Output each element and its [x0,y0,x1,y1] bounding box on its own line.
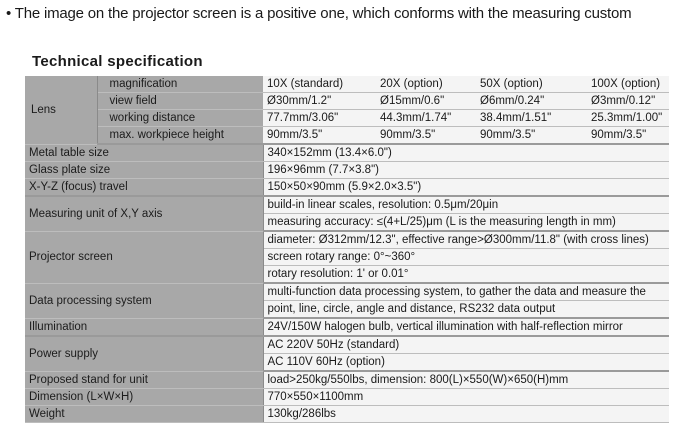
lens-param-label: working distance [97,110,263,127]
lens-value: 25.3mm/1.00" [587,110,669,127]
spec-label: Illumination [25,318,263,336]
table-row [25,110,669,127]
lens-value: Ø6mm/0.24" [476,93,587,110]
spec-label: Projector screen [25,231,263,283]
lens-value: 20X (option) [376,76,476,93]
table-row [25,283,669,301]
spec-label: Power supply [25,336,263,371]
lens-value: 77.7mm/3.06" [263,110,376,127]
table-row [25,127,669,145]
spec-label: Data processing system [25,283,263,318]
table-row [25,371,669,389]
lens-param-label: view field [97,93,263,110]
spec-value: point, line, circle, angle and distance, RS232 data output [263,301,669,319]
lens-value: Ø3mm/0.12" [587,93,669,110]
table-row [25,318,669,336]
table-row [25,144,669,162]
spec-label: Metal table size [25,144,263,162]
spec-value: 770×550×1100mm [263,389,669,406]
spec-value: 24V/150W halogen bulb, vertical illumination with half-reflection mirror [263,318,669,336]
lens-value: 100X (option) [587,76,669,93]
spec-label: Weight [25,406,263,423]
spec-value: multi-function data processing system, to gather the data and measure the [263,283,669,301]
table-row [25,76,669,93]
spec-value: rotary resolution: 1' or 0.01° [263,266,669,284]
table-row [25,162,669,179]
lens-value: 90mm/3.5" [263,127,376,145]
spec-value: 150×50×90mm (5.9×2.0×3.5") [263,179,669,197]
spec-value: screen rotary range: 0°~360° [263,249,669,266]
table-row [25,93,669,110]
table-row [25,389,669,406]
spec-label: Proposed stand for unit [25,371,263,389]
spec-table [25,76,669,423]
spec-value: load>250kg/550lbs, dimension: 800(L)×550(W)×650(H)mm [263,371,669,389]
lens-value: 50X (option) [476,76,587,93]
table-row [25,336,669,354]
table-row [25,196,669,214]
lens-value: Ø30mm/1.2" [263,93,376,110]
lens-param-label: magnification [97,76,263,93]
lens-label: Lens [25,76,97,144]
intro-text: • The image on the projector screen is a positive one, which conforms with the measuring custom [6,5,632,22]
spec-value: 130kg/286lbs [263,406,669,423]
lens-value: 38.4mm/1.51" [476,110,587,127]
spec-value: 340×152mm (13.4×6.0") [263,144,669,162]
spec-value: diameter: Ø312mm/12.3", effective range>Ø300mm/11.8" (with cross lines) [263,231,669,249]
lens-value: 10X (standard) [263,76,376,93]
spec-value: 196×96mm (7.7×3.8") [263,162,669,179]
lens-value: 90mm/3.5" [587,127,669,145]
spec-value: measuring accuracy: ≤(4+L/25)μm (L is the measuring length in mm) [263,214,669,232]
lens-value: 90mm/3.5" [476,127,587,145]
spec-label: X-Y-Z (focus) travel [25,179,263,197]
spec-value: build-in linear scales, resolution: 0.5μm/20μin [263,196,669,214]
spec-label: Dimension (L×W×H) [25,389,263,406]
table-row [25,406,669,423]
spec-label: Glass plate size [25,162,263,179]
lens-value: Ø15mm/0.6" [376,93,476,110]
spec-label: Measuring unit of X,Y axis [25,196,263,231]
section-title: Technical specification [32,53,203,70]
lens-param-label: max. workpiece height [97,127,263,145]
lens-value: 44.3mm/1.74" [376,110,476,127]
table-row [25,231,669,249]
spec-value: AC 220V 50Hz (standard) [263,336,669,354]
spec-value: AC 110V 60Hz (option) [263,354,669,372]
table-row [25,179,669,197]
lens-value: 90mm/3.5" [376,127,476,145]
